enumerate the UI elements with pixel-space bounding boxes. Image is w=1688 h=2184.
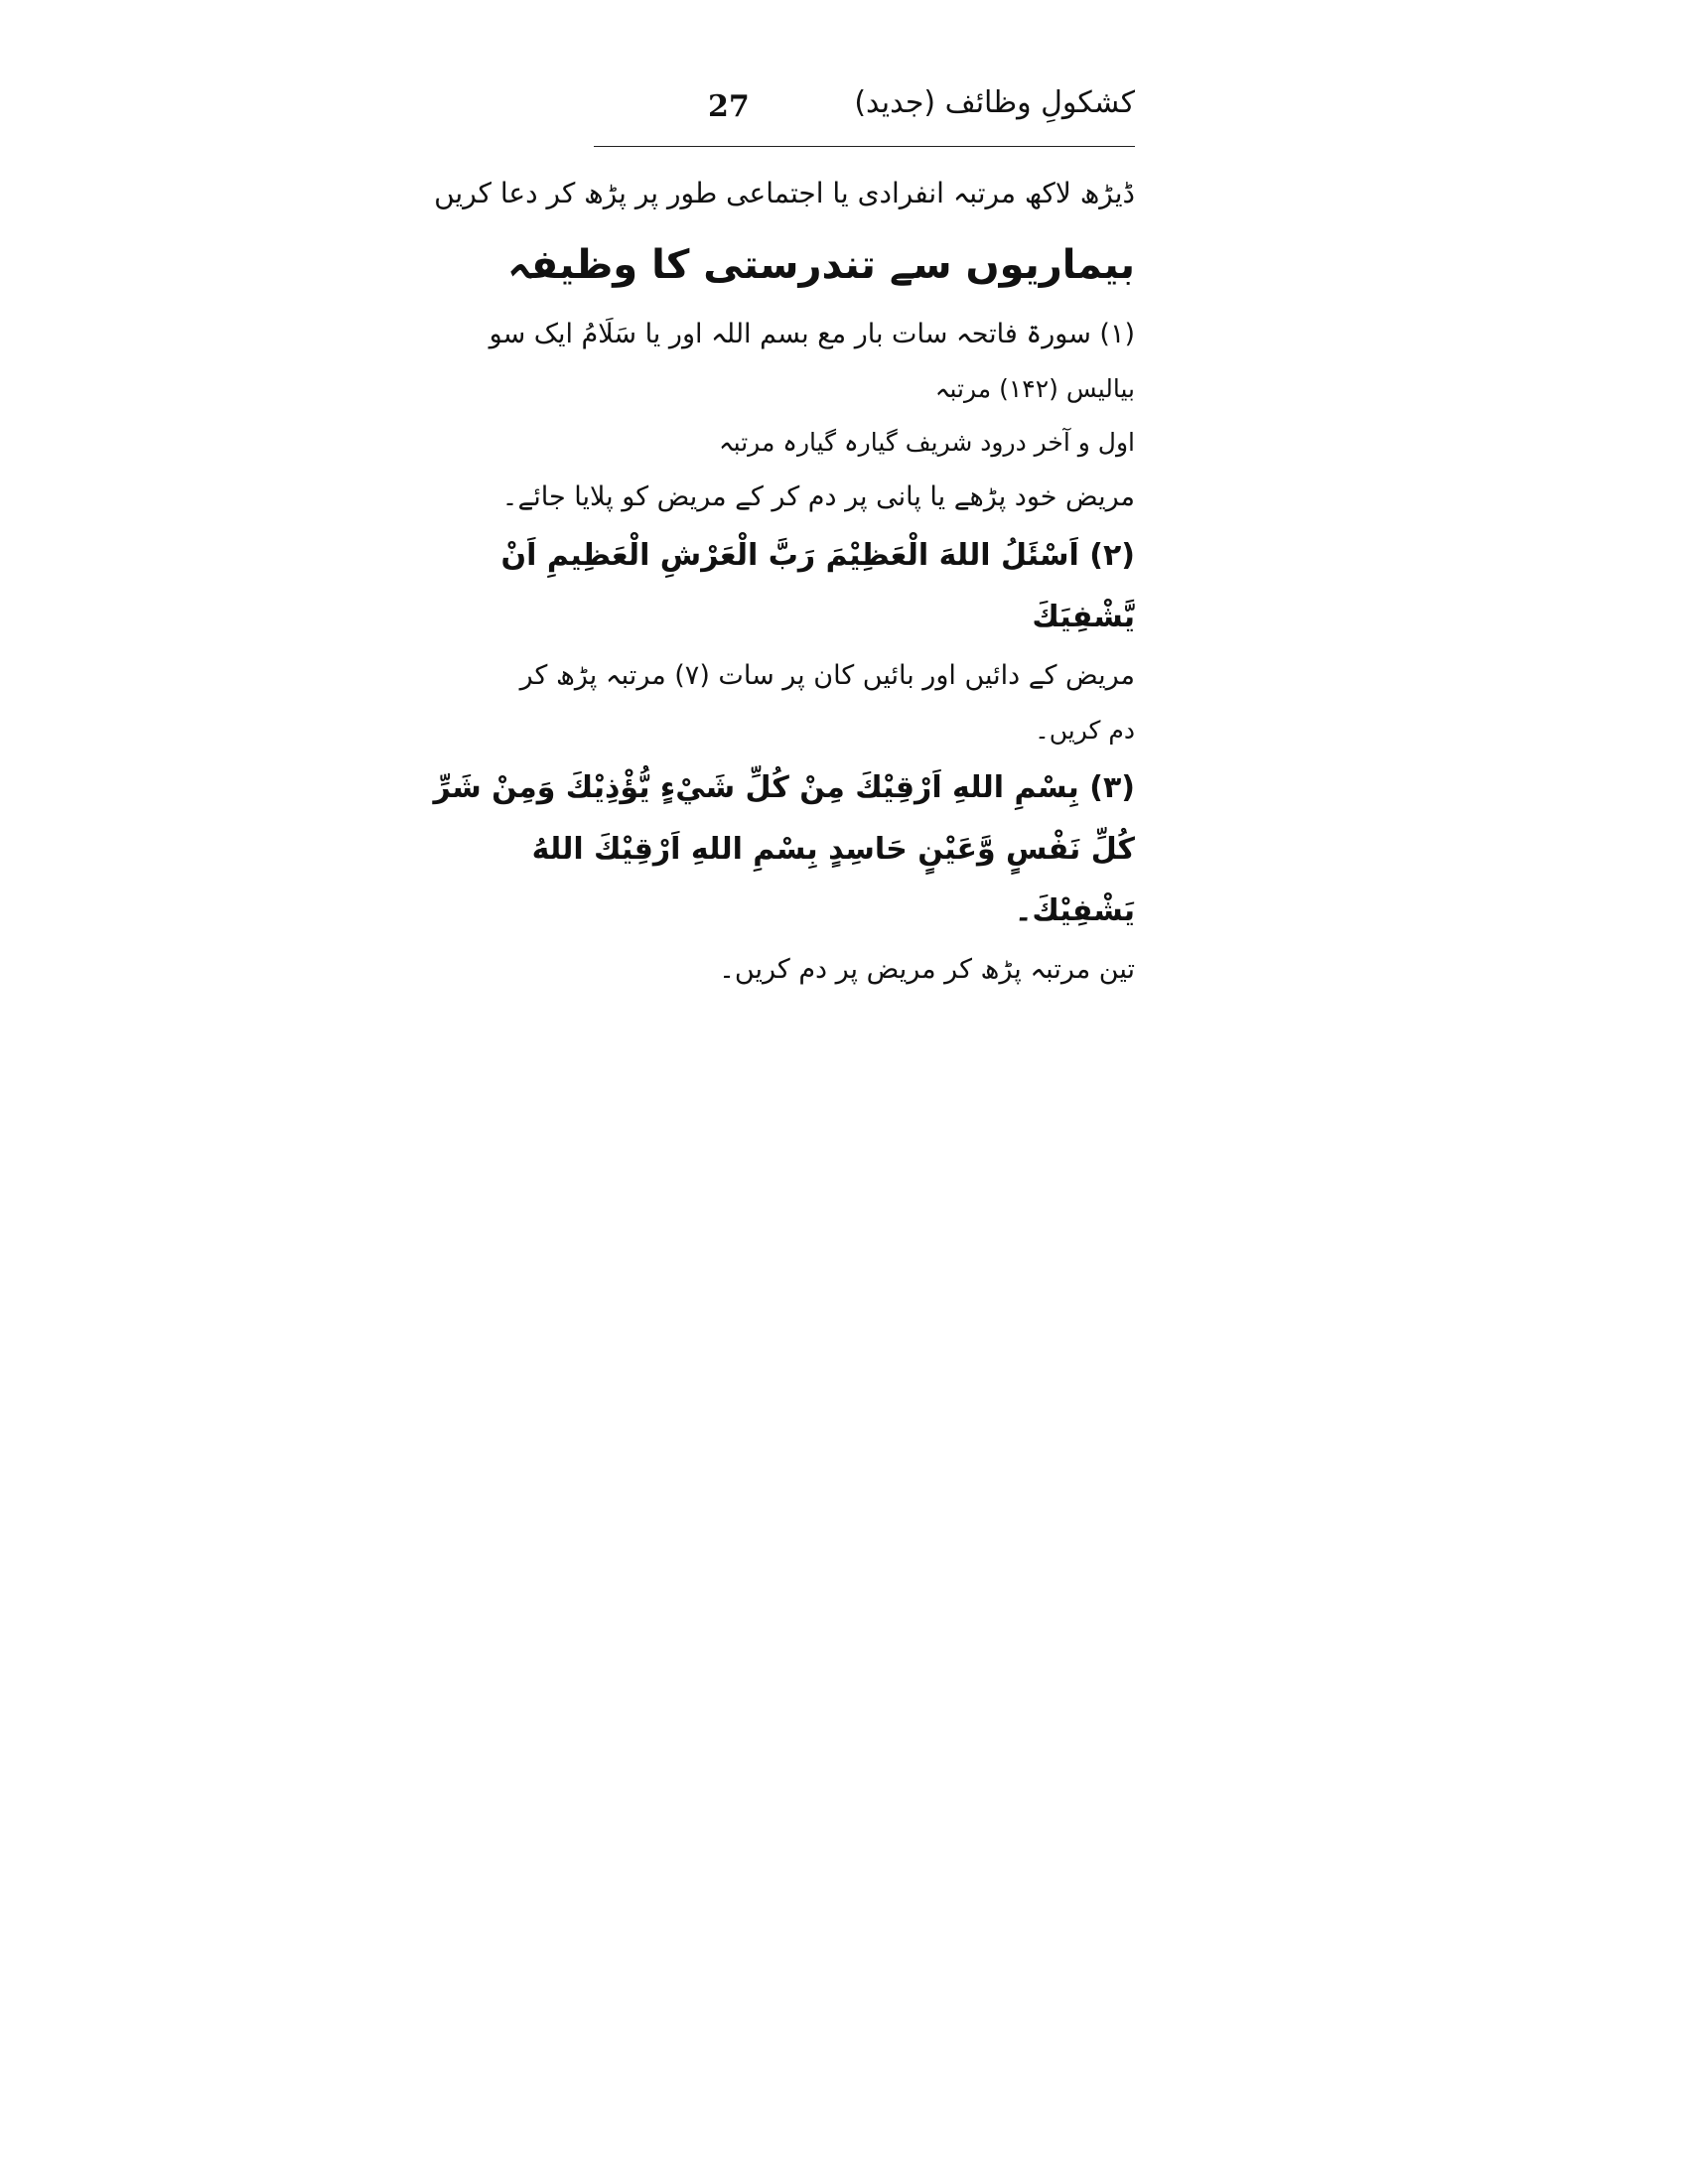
running-title: کشکولِ وظائف (جدید) (854, 85, 1135, 120)
item-1-line-3: اول و آخر درود شریف گیارہ گیارہ مرتبہ (719, 428, 1135, 457)
page-number: 27 (708, 89, 750, 124)
item-2-line-4: دم کریں۔ (1035, 716, 1135, 745)
item-3-arabic-line-2: كُلِّ نَفْسٍ وَّعَيْنٍ حَاسِدٍ بِسْمِ اللهِ اَرْقِيْكَ اللهُ (531, 832, 1135, 867)
item-3-arabic-line-3: يَشْفِيْكَ۔ (1014, 893, 1135, 928)
header-divider (594, 146, 1135, 147)
section-heading: بیماریوں سے تندرستی کا وظیفہ (507, 242, 1135, 288)
item-2-line-3: مریض کے دائیں اور بائیں کان پر سات (۷) مرتبہ پڑھ کر (519, 660, 1135, 691)
item-1-line-1: (۱) سورۃ فاتحہ سات بار مع بسم اللہ اور یا سَلَامُ ایک سو (489, 319, 1135, 349)
item-2-arabic-line-2: يَّشْفِيَكَ (1032, 600, 1135, 634)
item-1-line-4: مریض خود پڑھے یا پانی پر دم کر کے مریض کو پلایا جائے۔ (501, 481, 1135, 512)
item-3-line-4: تین مرتبہ پڑھ کر مریض پر دم کریں۔ (719, 954, 1135, 985)
item-1-line-2: بیالیس (۱۴۲) مرتبہ (934, 374, 1135, 403)
page-header (594, 77, 1135, 137)
item-2-arabic-line-1: (۲) اَسْئَلُ اللهَ الْعَظِيْمَ رَبَّ الْعَرْشِ الْعَظِيمِ اَنْ (500, 538, 1135, 573)
page-body (433, 164, 1135, 998)
item-3-arabic-line-1: (۳) بِسْمِ اللهِ اَرْقِيْكَ مِنْ كُلِّ شَيْءٍ يُّؤْذِيْكَ وَمِنْ شَرِّ (433, 770, 1135, 805)
intro-line: ڈیڑھ لاکھ مرتبہ انفرادی یا اجتماعی طور پر پڑھ کر دعا کریں (434, 177, 1135, 209)
